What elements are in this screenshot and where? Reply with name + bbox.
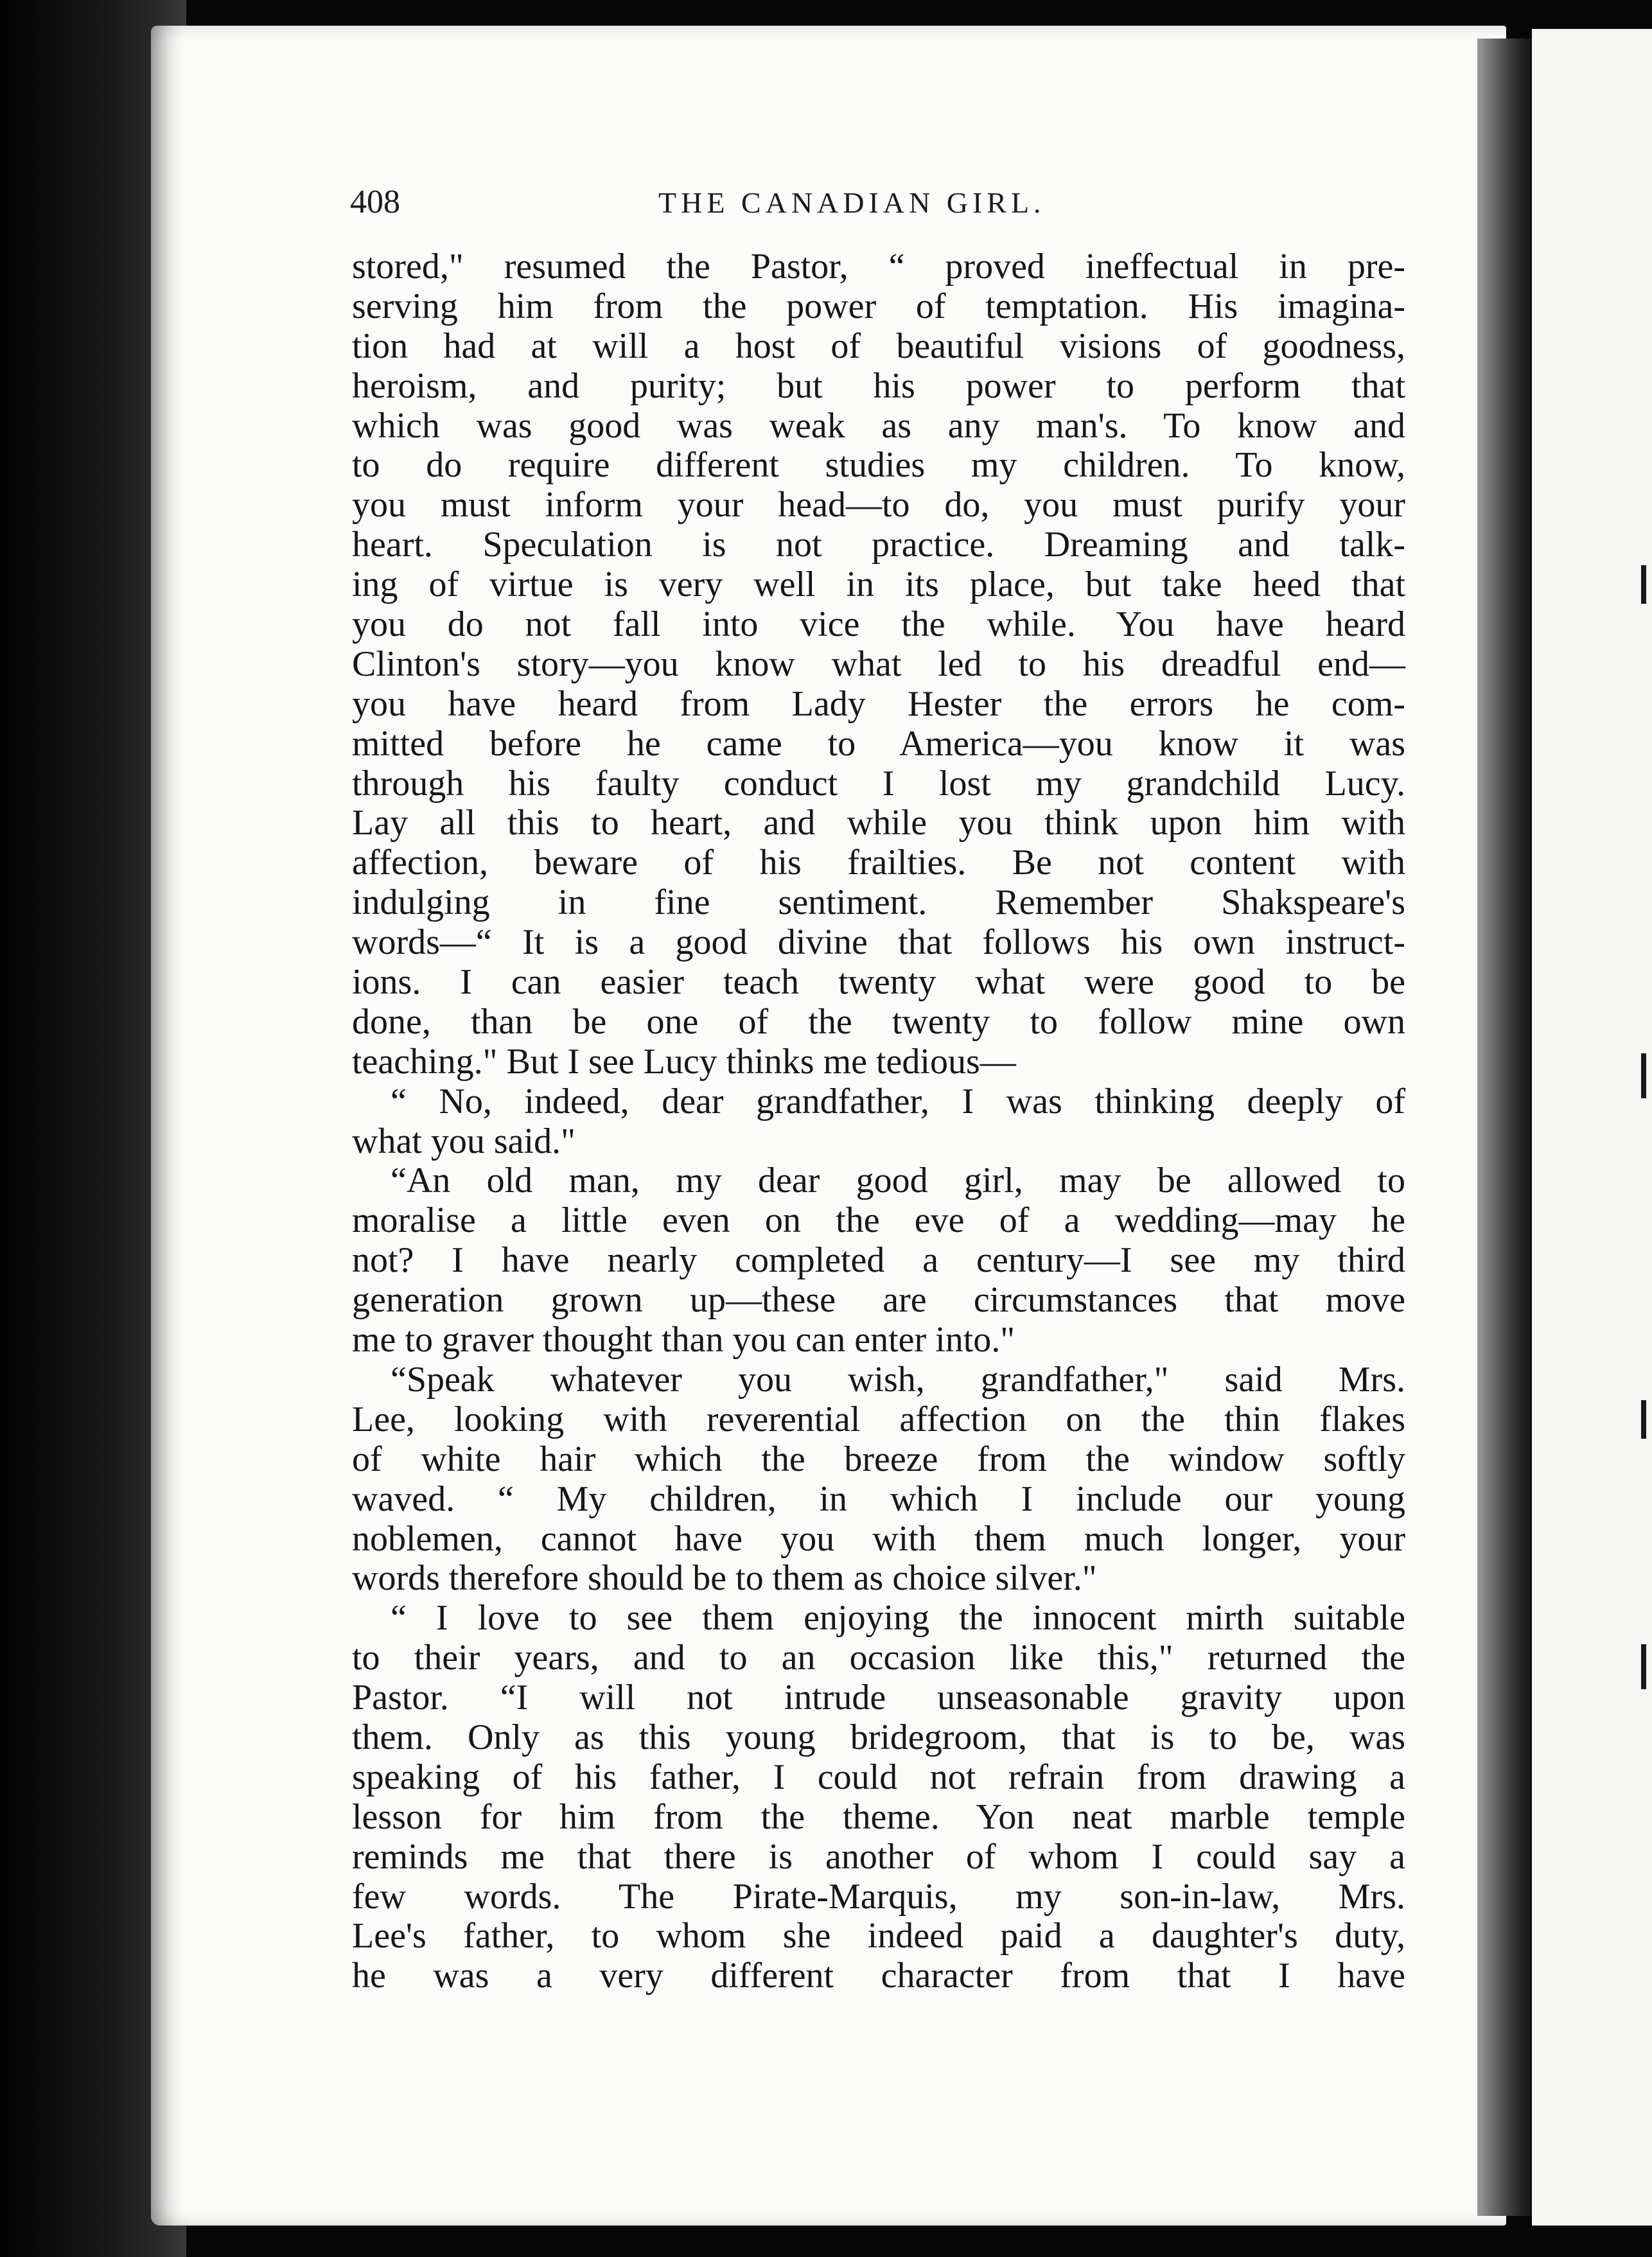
facing-page-text-fragment xyxy=(1641,1053,1646,1098)
text-line: reminds me that there is another of whom I could say a xyxy=(352,1836,1405,1877)
body-text xyxy=(352,247,1405,1996)
text-line: ions. I can easier teach twenty what were good to be xyxy=(352,962,1405,1003)
running-title: THE CANADIAN GIRL. xyxy=(658,186,1046,219)
text-line: lesson for him from the theme. Yon neat marble temple xyxy=(352,1796,1405,1837)
text-line: indulging in fine sentiment. Remember Shakspeare's xyxy=(352,883,1405,923)
text-line: me to graver thought than you can enter into." xyxy=(352,1320,1015,1360)
text-line: speaking of his father, I could not refrain from drawing a xyxy=(352,1757,1405,1797)
facing-page-text-fragment xyxy=(1641,565,1646,604)
text-line: heroism, and purity; but his power to perform that xyxy=(352,365,1405,406)
text-line: Lee's father, to whom she indeed paid a daughter's duty, xyxy=(352,1916,1405,1956)
text-line: stored," resumed the Pastor, “ proved ineffectual in pre- xyxy=(352,247,1405,286)
text-line: them. Only as this young bridegroom, that is to be, was xyxy=(352,1717,1405,1757)
text-line: you must inform your head—to do, you must purify your xyxy=(352,485,1405,525)
text-line: done, than be one of the twenty to follow mine own xyxy=(352,1001,1405,1042)
text-line: words—“ It is a good divine that follows his own instruct- xyxy=(352,922,1405,963)
text-line: through his faulty conduct I lost my grandchild Lucy. xyxy=(352,763,1405,804)
page-number: 408 xyxy=(350,184,400,220)
text-line: not? I have nearly completed a century—I see my third xyxy=(352,1240,1405,1281)
text-line: “ No, indeed, dear grandfather, I was thinking deeply of xyxy=(391,1081,1405,1121)
text-line: you have heard from Lady Hester the errors he com- xyxy=(352,683,1405,724)
text-line: generation grown up—these are circumstances that move xyxy=(352,1280,1405,1321)
text-line: noblemen, cannot have you with them much longer, your xyxy=(352,1518,1405,1559)
text-line: moralise a little even on the eve of a wedding—may he xyxy=(352,1200,1405,1241)
text-line: waved. “ My children, in which I include our young xyxy=(352,1479,1405,1519)
text-line: Clinton's story—you know what led to his dreadful end— xyxy=(352,644,1405,684)
text-line: words therefore should be to them as choice silver." xyxy=(352,1558,1097,1599)
text-line: serving him from the power of temptation. His imagina- xyxy=(352,286,1405,326)
text-line: he was a very different character from that I have xyxy=(352,1956,1405,1996)
text-line: affection, beware of his frailties. Be not content with xyxy=(352,843,1405,883)
text-line: what you said." xyxy=(352,1121,576,1161)
facing-page-edge xyxy=(1532,29,1652,2226)
text-line: Pastor. “I will not intrude unseasonable gravity upon xyxy=(352,1678,1405,1718)
text-line: few words. The Pirate-Marquis, my son-in-law, Mrs. xyxy=(352,1876,1405,1917)
text-line: of white hair which the breeze from the window softly xyxy=(352,1439,1405,1479)
text-line: ing of virtue is very well in its place, but take heed that xyxy=(352,565,1405,605)
text-line: “Speak whatever you wish, grandfather," said Mrs. xyxy=(391,1359,1405,1400)
text-line: Lay all this to heart, and while you think upon him with xyxy=(352,803,1405,843)
text-line: to do require different studies my children. To know, xyxy=(352,445,1405,486)
page-gutter-shadow xyxy=(1477,39,1532,2216)
text-line: which was good was weak as any man's. To know and xyxy=(352,405,1405,446)
facing-page-text-fragment xyxy=(1641,1400,1646,1439)
text-line: mitted before he came to America—you know it was xyxy=(352,723,1405,764)
text-line: Lee, looking with reverential affection on the thin flakes xyxy=(352,1399,1405,1439)
text-line: tion had at will a host of beautiful visions of goodness, xyxy=(352,326,1405,366)
text-line: you do not fall into vice the while. You have heard xyxy=(352,604,1405,645)
text-line: heart. Speculation is not practice. Dreaming and talk- xyxy=(352,525,1405,565)
text-line: “ I love to see them enjoying the innocent mirth suitable xyxy=(391,1598,1405,1638)
text-line: “An old man, my dear good girl, may be allowed to xyxy=(391,1161,1405,1201)
facing-page-text-fragment xyxy=(1641,1644,1646,1689)
text-line: to their years, and to an occasion like this," returned the xyxy=(352,1638,1405,1678)
text-line: teaching." But I see Lucy thinks me tedious— xyxy=(352,1041,1016,1082)
running-head xyxy=(350,183,1403,228)
